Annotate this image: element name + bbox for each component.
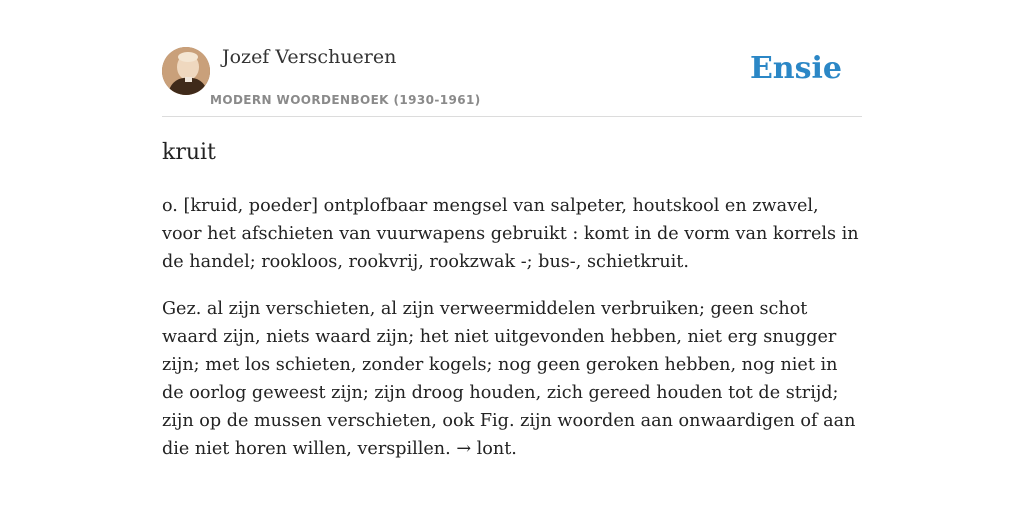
definition-paragraph: o. [kruid, poeder] ontplofbaar mengsel van salpeter, houtskool en zwavel, voor het afschieten van vuurwapens gebruikt : komt in de vorm van korrels in de handel; rookloos, rookvrij, rookzwak -; bus-, schietkruit. [162,196,859,272]
entry-header [162,0,862,117]
entry-term: kruit [162,140,216,165]
ensie-logo[interactable]: Ensie [749,51,842,86]
expressions-paragraph: Gez. al zijn verschieten, al zijn verweermiddelen verbruiken; geen schot waard zijn, niets waard zijn; het niet uitgevonden hebben, niet erg snugger zijn; met los schieten, zonder kogels; nog geen geroken hebben, nog niet in de oorlog geweest zijn; zijn droog houden, zich gereed houden tot de strijd; zijn op de mussen verschieten, ook Fig. zijn woorden aan onwaardigen of aan die niet horen willen, verspillen. → lont. [162,299,856,459]
entry-card [162,0,862,512]
dictionary-source[interactable]: MODERN WOORDENBOEK (1930-1961) [210,93,481,107]
author-name[interactable]: Jozef Verschueren [222,46,397,68]
author-avatar[interactable] [162,47,210,95]
portrait-icon [162,47,210,95]
